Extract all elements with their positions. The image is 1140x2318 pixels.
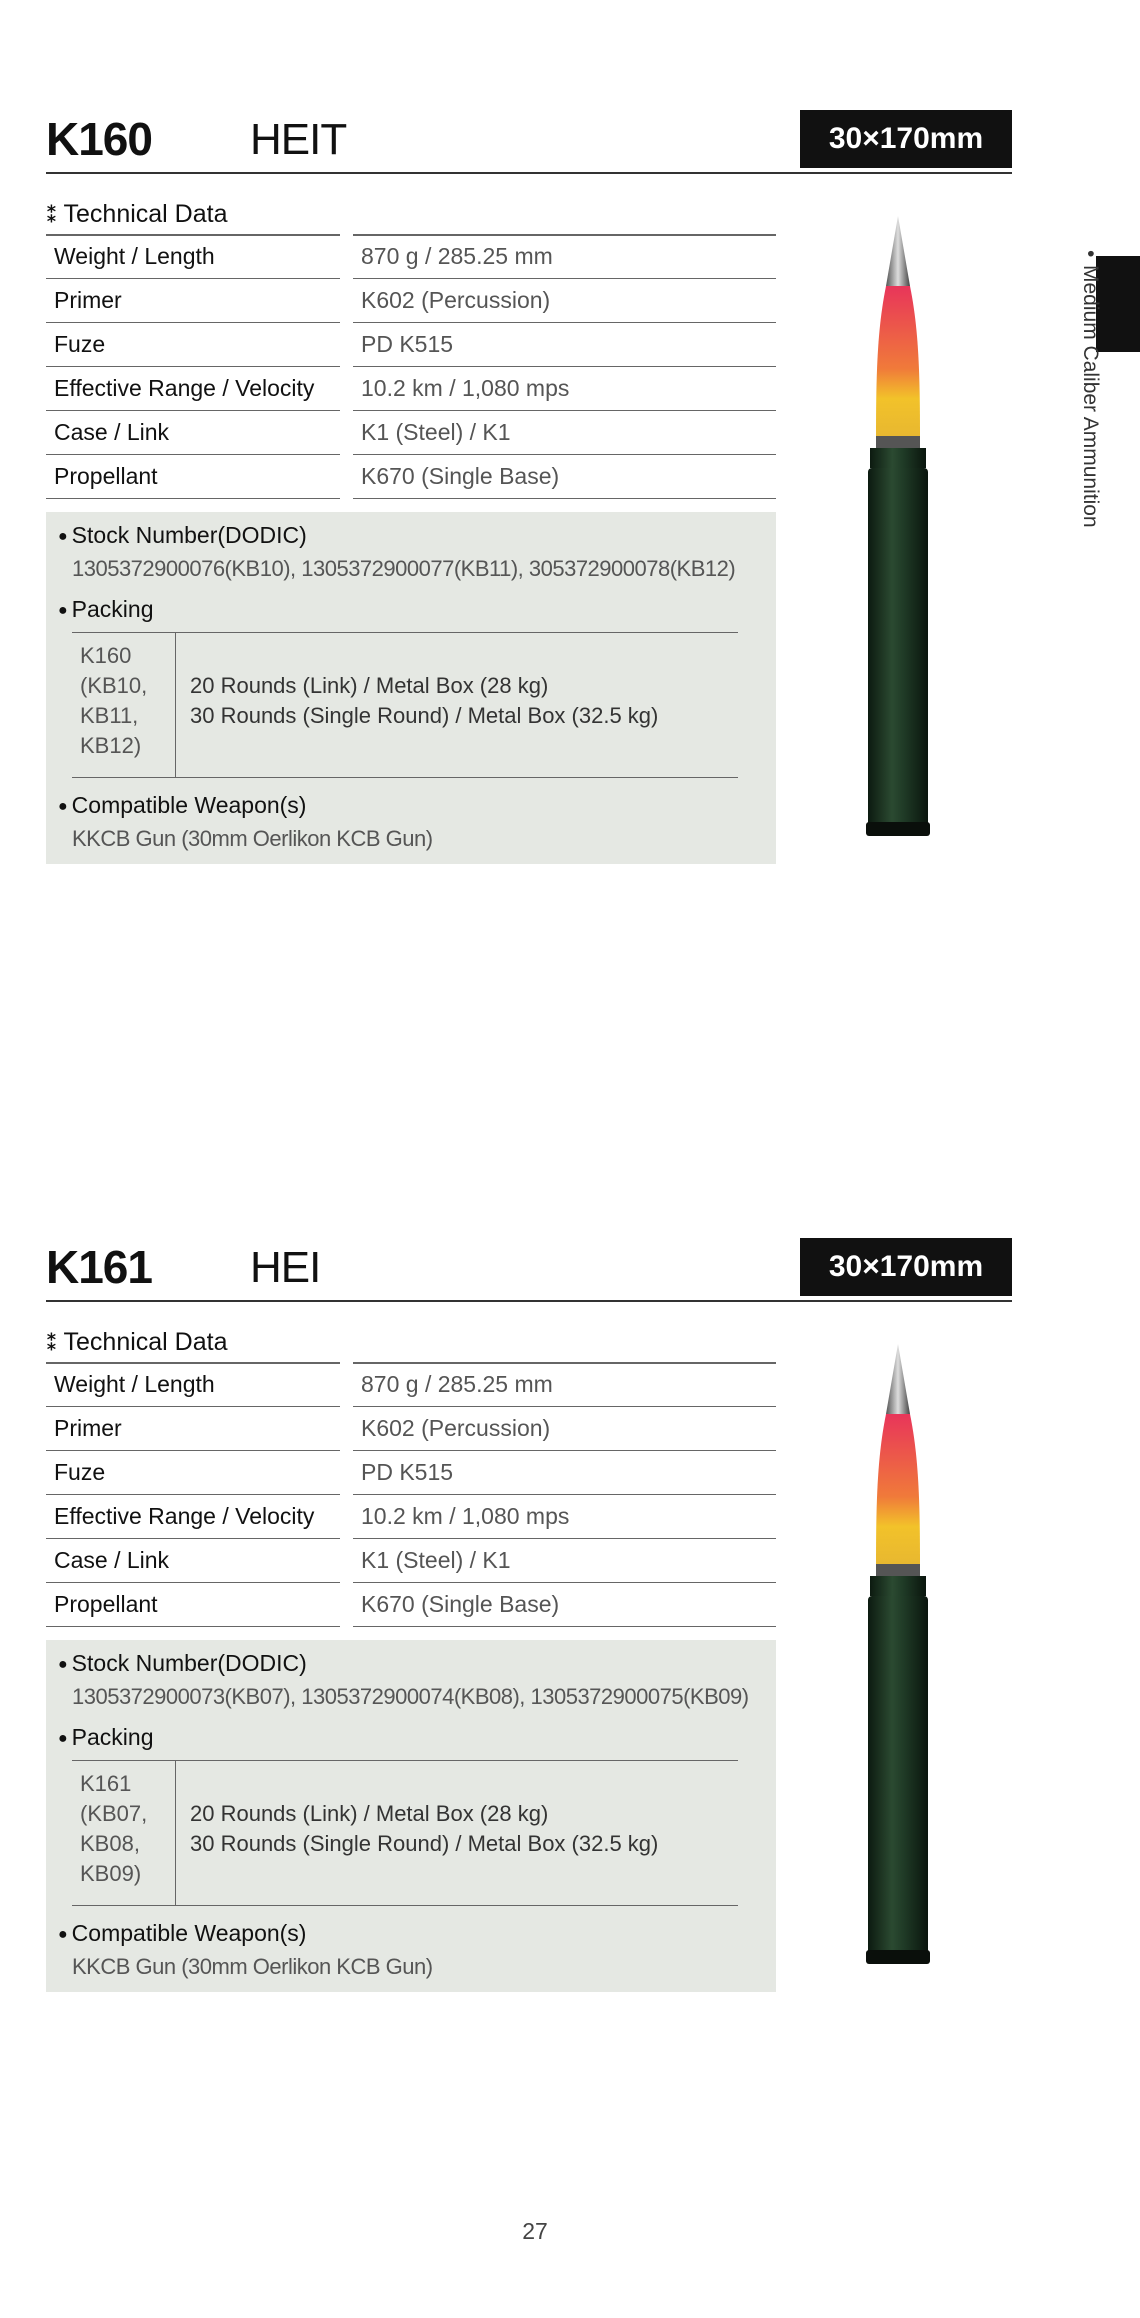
row-value: K602 (Percussion) — [353, 280, 776, 323]
technical-data-heading — [46, 200, 228, 229]
packing-model-line: KB08, — [80, 1831, 140, 1856]
table-row — [46, 1584, 776, 1628]
bullet-icon: ● — [58, 1729, 68, 1747]
packing-table — [72, 1760, 738, 1906]
stock-number-heading — [58, 1650, 307, 1677]
packing-heading — [58, 596, 154, 623]
technical-data-table — [46, 236, 776, 500]
product-k160 — [0, 113, 1140, 1116]
stock-number-heading-text: Stock Number(DODIC) — [71, 1650, 307, 1676]
bullet-icon: ● — [58, 527, 68, 545]
product-code: K160 — [46, 113, 152, 165]
table-row — [46, 1452, 776, 1496]
packing-model-line: KB09) — [80, 1861, 142, 1886]
table-row — [46, 1496, 776, 1540]
caliber-badge: 30×170mm — [800, 110, 1012, 168]
title-rule — [46, 172, 1012, 174]
info-box — [46, 512, 776, 864]
packing-heading-text: Packing — [71, 596, 154, 622]
row-label: Case / Link — [46, 412, 340, 455]
compatible-weapons: KKCB Gun (30mm Oerlikon KCB Gun) — [72, 1954, 433, 1979]
table-row — [46, 236, 776, 280]
stock-numbers: 1305372900073(KB07), 1305372900074(KB08), 1305372900075(KB09) — [72, 1684, 749, 1709]
side-label-bullet: • — [1079, 250, 1102, 258]
stock-number-heading — [58, 522, 307, 549]
bullet-icon: ● — [58, 1655, 68, 1673]
packing-model — [72, 1761, 176, 1905]
compatible-weapons-heading — [58, 1920, 306, 1947]
row-label: Fuze — [46, 324, 340, 367]
packing-model-line: KB12) — [80, 733, 142, 758]
cartridge-image — [848, 216, 948, 846]
row-label: Propellant — [46, 1584, 340, 1627]
packing-line: 30 Rounds (Single Round) / Metal Box (32.5 kg) — [190, 703, 659, 728]
table-row — [46, 368, 776, 412]
packing-heading — [58, 1724, 154, 1751]
row-value: 10.2 km / 1,080 mps — [353, 368, 776, 411]
row-label: Weight / Length — [46, 236, 340, 279]
packing-contents — [190, 671, 658, 731]
row-label: Primer — [46, 1408, 340, 1451]
packing-model-line: (KB07, — [80, 1801, 148, 1826]
row-value: 10.2 km / 1,080 mps — [353, 1496, 776, 1539]
packing-model-line: (KB10, — [80, 673, 148, 698]
bullet-icon: ● — [58, 797, 68, 815]
row-value: 870 g / 285.25 mm — [353, 236, 776, 279]
table-row — [46, 1364, 776, 1408]
table-row — [46, 1540, 776, 1584]
technical-data-heading-text: Technical Data — [63, 200, 228, 228]
caliber-badge: 30×170mm — [800, 1238, 1012, 1296]
table-row — [46, 456, 776, 500]
bullet-dots-icon: ⁑ — [46, 1329, 58, 1355]
row-value: K670 (Single Base) — [353, 456, 776, 499]
row-value: PD K515 — [353, 1452, 776, 1495]
row-label: Propellant — [46, 456, 340, 499]
row-label: Effective Range / Velocity — [46, 1496, 340, 1539]
compatible-weapons-heading-text: Compatible Weapon(s) — [71, 792, 307, 818]
product-type: HEI — [250, 1243, 321, 1292]
info-box — [46, 1640, 776, 1992]
technical-data-table — [46, 1364, 776, 1628]
technical-data-heading — [46, 1328, 228, 1357]
row-label: Weight / Length — [46, 1364, 340, 1407]
packing-heading-text: Packing — [71, 1724, 154, 1750]
row-label: Fuze — [46, 1452, 340, 1495]
packing-contents — [190, 1799, 658, 1859]
title-rule — [46, 1300, 1012, 1302]
bullet-icon: ● — [58, 601, 68, 619]
row-value: K1 (Steel) / K1 — [353, 412, 776, 455]
compatible-weapons-heading — [58, 792, 306, 819]
row-label: Primer — [46, 280, 340, 323]
cartridge-image — [848, 1344, 948, 1974]
packing-model — [72, 633, 176, 777]
row-value: 870 g / 285.25 mm — [353, 1364, 776, 1407]
compatible-weapons: KKCB Gun (30mm Oerlikon KCB Gun) — [72, 826, 433, 851]
compatible-weapons-heading-text: Compatible Weapon(s) — [71, 1920, 307, 1946]
table-row — [46, 324, 776, 368]
product-k161 — [0, 1241, 1140, 2244]
page-number: 27 — [522, 2218, 548, 2244]
side-label-text: Medium Caliber Ammunition — [1079, 265, 1102, 528]
packing-model-line: KB11, — [80, 703, 139, 728]
row-label: Case / Link — [46, 1540, 340, 1583]
row-value: K602 (Percussion) — [353, 1408, 776, 1451]
packing-model-line: K161 — [80, 1771, 132, 1796]
technical-data-heading-text: Technical Data — [63, 1328, 228, 1356]
row-value: K670 (Single Base) — [353, 1584, 776, 1627]
table-row — [46, 280, 776, 324]
stock-numbers: 1305372900076(KB10), 1305372900077(KB11), 305372900078(KB12) — [72, 556, 736, 581]
table-row — [46, 1408, 776, 1452]
row-value: PD K515 — [353, 324, 776, 367]
row-label: Effective Range / Velocity — [46, 368, 340, 411]
bullet-dots-icon: ⁑ — [46, 201, 58, 227]
packing-model-line: K160 — [80, 643, 132, 668]
packing-line: 20 Rounds (Link) / Metal Box (28 kg) — [190, 1801, 549, 1826]
bullet-icon: ● — [58, 1925, 68, 1943]
table-row — [46, 412, 776, 456]
product-type: HEIT — [250, 115, 347, 164]
stock-number-heading-text: Stock Number(DODIC) — [71, 522, 307, 548]
packing-line: 20 Rounds (Link) / Metal Box (28 kg) — [190, 673, 549, 698]
product-code: K161 — [46, 1241, 152, 1293]
packing-table — [72, 632, 738, 778]
row-value: K1 (Steel) / K1 — [353, 1540, 776, 1583]
packing-line: 30 Rounds (Single Round) / Metal Box (32.5 kg) — [190, 1831, 659, 1856]
